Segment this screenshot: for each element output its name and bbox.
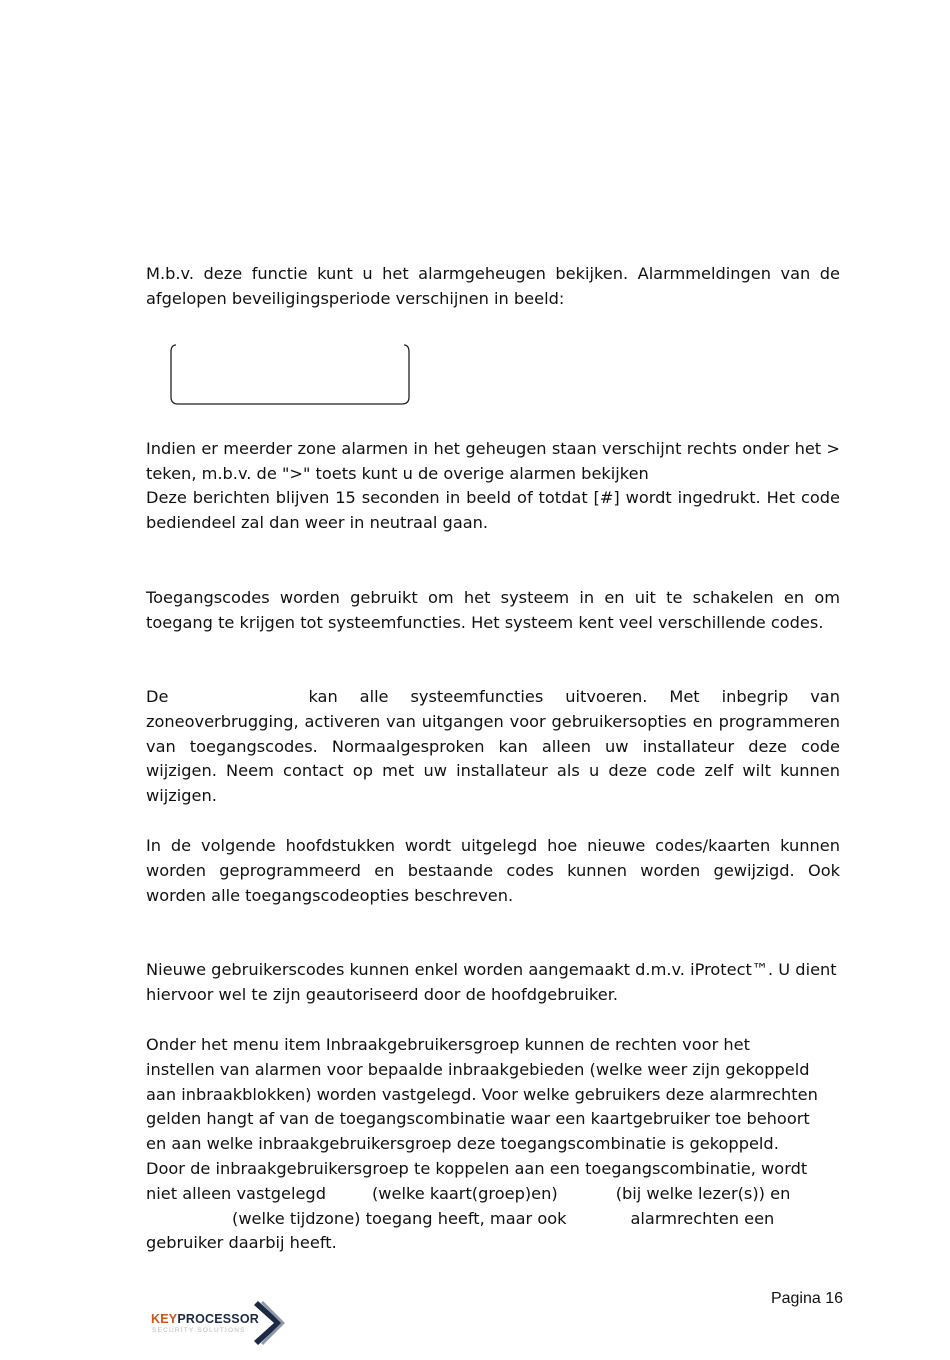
master-code-paragraph: De kan alle systeemfuncties uitvoeren. Met inbegrip van zoneoverbrugging, activeren van uitgangen voor gebruikersopties en programmeren van toegangscodes. Normaalgesproken kan alleen uw installateur deze code wijzigen. Neem contact op met uw installateur als u deze code zelf wilt kunnen wijzigen. bbox=[146, 687, 840, 806]
new-user-codes-paragraph: Nieuwe gebruikerscodes kunnen enkel worden aangemaakt d.m.v. iProtect™. U dient hiervoor wel te zijn geautoriseerd door de hoofdgebruiker. bbox=[146, 960, 837, 1004]
keyprocessor-logo: KEYPROCESSOR SECURITY SOLUTIONS bbox=[148, 1298, 288, 1350]
access-codes-paragraph: Toegangscodes worden gebruikt om het systeem in en uit te schakelen en om toegang te krijgen tot systeemfuncties. Het systeem kent veel verschillende codes. bbox=[146, 588, 840, 632]
chapters-paragraph: In de volgende hoofdstukken wordt uitgelegd hoe nieuwe codes/kaarten kunnen worden geprogrammeerd en bestaande codes kunnen worden gewijzigd. Ook worden alle toegangscodeopties beschreven. bbox=[146, 836, 840, 905]
multiple-alarms-paragraph: Indien er meerder zone alarmen in het geheugen staan verschijnt rechts onder het > teken, m.b.v. de ">" toets kunt u de overige alarmen bekijken bbox=[146, 439, 840, 483]
lcd-display-frame bbox=[170, 344, 410, 405]
page-number: Pagina 16 bbox=[770, 1290, 843, 1307]
intrusion-user-group-paragraph: Onder het menu item Inbraakgebruikersgroep kunnen de rechten voor het instellen van alarmen voor bepaalde inbraakgebieden (welke weer zijn gekoppeld aan inbraakblokken) worden vastgelegd. Voor welke gebruikers deze alarmrechten gelden hangt af van de toegangscombinatie waar een kaartgebruiker toe behoort en aan welke inbraakgebruikersgroep deze toegangscombinatie is gekoppeld. Door de inbraakgebruikersgroep te koppelen aan een toegangscombinatie, wordt niet alleen vastgelegd (welke kaart(groep)en) (bij welke lezer(s)) en (welke tijdzone) toegang heeft, maar ook alarmrechten een gebruiker daarbij heeft. bbox=[146, 1035, 818, 1253]
message-timeout-paragraph: Deze berichten blijven 15 seconden in beeld of totdat [#] wordt ingedrukt. Het code bediendeel zal dan weer in neutraal gaan. bbox=[146, 488, 840, 532]
chevron-logo-icon bbox=[252, 1298, 288, 1348]
intro-paragraph: M.b.v. deze functie kunt u het alarmgeheugen bekijken. Alarmmeldingen van de afgelopen beveiligingsperiode verschijnen in beeld: bbox=[146, 264, 840, 308]
